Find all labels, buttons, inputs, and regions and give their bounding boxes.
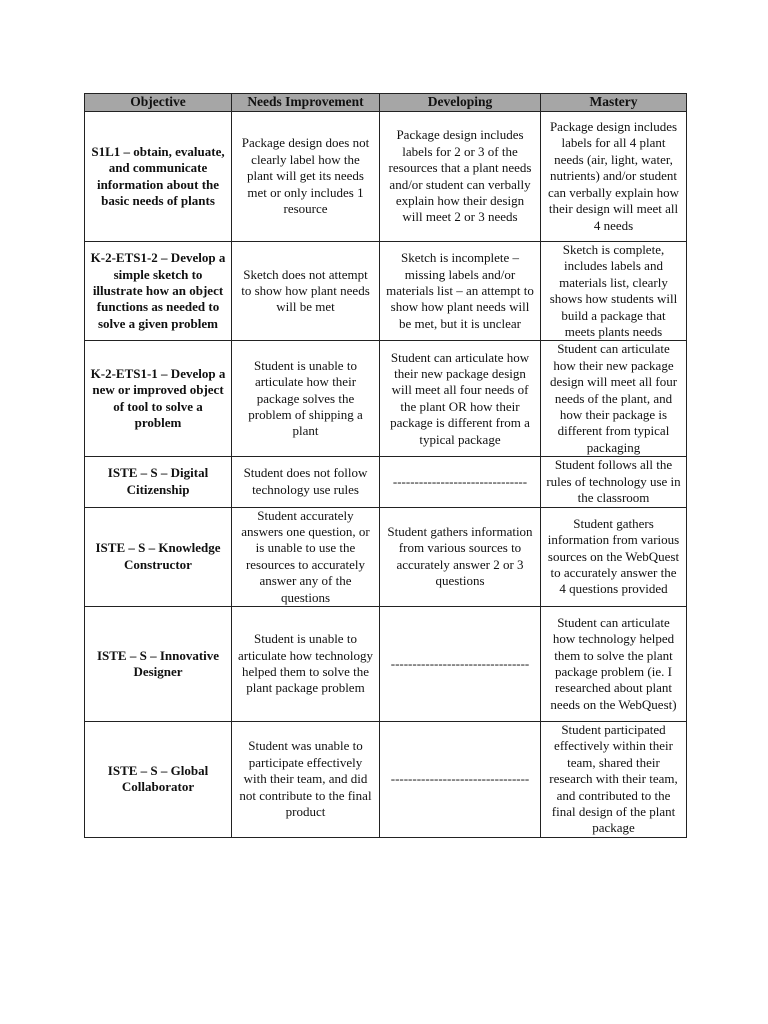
developing-cell: -------------------------------- bbox=[380, 721, 541, 837]
needs-improvement-cell: Student does not follow technology use rules bbox=[232, 457, 380, 507]
table-row bbox=[85, 507, 687, 606]
header-objective: Objective bbox=[85, 94, 232, 112]
needs-improvement-cell: Student was unable to participate effectively with their team, and did not contribute to the final product bbox=[232, 721, 380, 837]
developing-cell: Sketch is incomplete – missing labels and/or materials list – an attempt to show how plant needs will be met, but it is unclear bbox=[380, 242, 541, 341]
objective-cell: K-2-ETS1-1 – Develop a new or improved object of tool to solve a problem bbox=[85, 341, 232, 457]
mastery-cell: Student follows all the rules of technology use in the classroom bbox=[541, 457, 687, 507]
rubric-table bbox=[84, 93, 687, 838]
table-row bbox=[85, 721, 687, 837]
needs-improvement-cell: Student is unable to articulate how technology helped them to solve the plant package problem bbox=[232, 606, 380, 721]
developing-cell: -------------------------------- bbox=[380, 606, 541, 721]
header-needs-improvement: Needs Improvement bbox=[232, 94, 380, 112]
table-row bbox=[85, 242, 687, 341]
objective-cell: ISTE – S – Global Collaborator bbox=[85, 721, 232, 837]
needs-improvement-cell: Sketch does not attempt to show how plant needs will be met bbox=[232, 242, 380, 341]
objective-cell: ISTE – S – Innovative Designer bbox=[85, 606, 232, 721]
table-row bbox=[85, 457, 687, 507]
table-row bbox=[85, 341, 687, 457]
mastery-cell: Student gathers information from various sources on the WebQuest to accurately answer the 4 questions provided bbox=[541, 507, 687, 606]
header-developing: Developing bbox=[380, 94, 541, 112]
developing-cell: Student can articulate how their new package design will meet all four needs of the plant OR how their package is different from a typical package bbox=[380, 341, 541, 457]
mastery-cell: Package design includes labels for all 4 plant needs (air, light, water, nutrients) and/or student can verbally explain how their design will meet all 4 needs bbox=[541, 112, 687, 242]
mastery-cell: Student can articulate how their new package design will meet all four needs of the plant, and how their package is different from typical packaging bbox=[541, 341, 687, 457]
objective-cell: ISTE – S – Digital Citizenship bbox=[85, 457, 232, 507]
objective-cell: S1L1 – obtain, evaluate, and communicate information about the basic needs of plants bbox=[85, 112, 232, 242]
mastery-cell: Student participated effectively within their team, shared their research with their team, and contributed to the final design of the plant package bbox=[541, 721, 687, 837]
needs-improvement-cell: Student is unable to articulate how their package solves the problem of shipping a plant bbox=[232, 341, 380, 457]
needs-improvement-cell: Student accurately answers one question, or is unable to use the resources to accurately answer any of the questions bbox=[232, 507, 380, 606]
developing-cell: ------------------------------- bbox=[380, 457, 541, 507]
objective-cell: K-2-ETS1-2 – Develop a simple sketch to illustrate how an object functions as needed to solve a given problem bbox=[85, 242, 232, 341]
mastery-cell: Sketch is complete, includes labels and materials list, clearly shows how students will build a package that meets plants needs bbox=[541, 242, 687, 341]
header-row bbox=[85, 94, 687, 112]
table-row bbox=[85, 606, 687, 721]
header-mastery: Mastery bbox=[541, 94, 687, 112]
objective-cell: ISTE – S – Knowledge Constructor bbox=[85, 507, 232, 606]
mastery-cell: Student can articulate how technology helped them to solve the plant package problem (ie. I researched about plant needs on the WebQuest) bbox=[541, 606, 687, 721]
needs-improvement-cell: Package design does not clearly label how the plant will get its needs met or only includes 1 resource bbox=[232, 112, 380, 242]
developing-cell: Student gathers information from various sources to accurately answer 2 or 3 questions bbox=[380, 507, 541, 606]
table-row bbox=[85, 112, 687, 242]
developing-cell: Package design includes labels for 2 or 3 of the resources that a plant needs and/or student can verbally explain how their design will meet 2 or 3 needs bbox=[380, 112, 541, 242]
